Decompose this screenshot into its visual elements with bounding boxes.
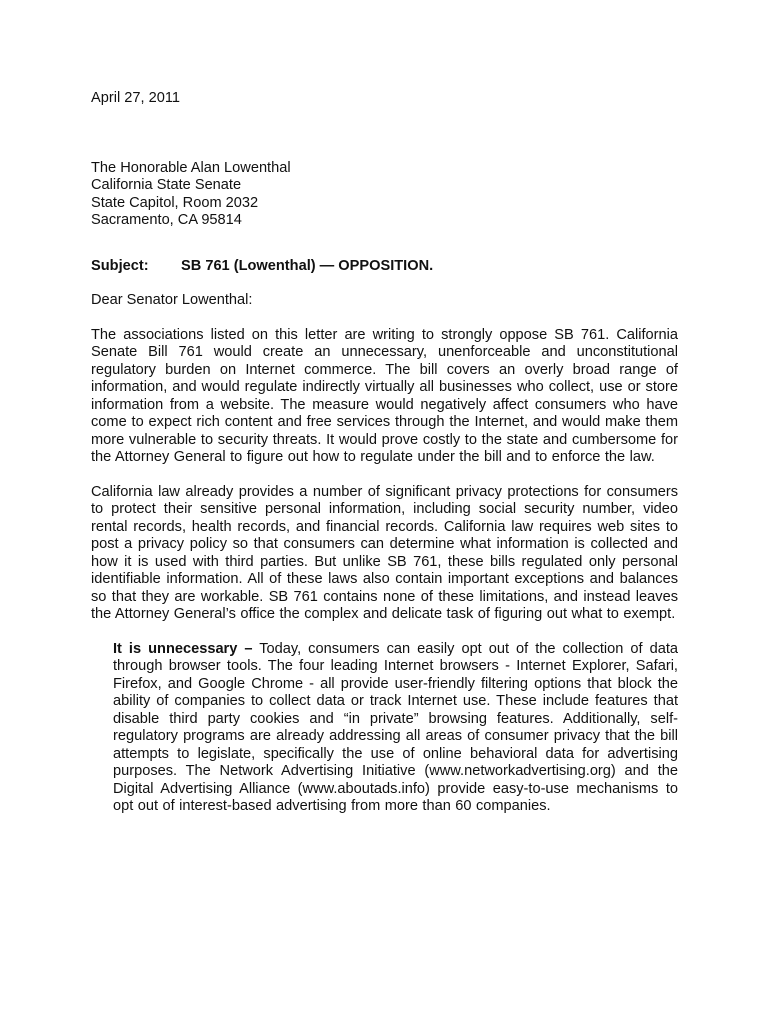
letter-date: April 27, 2011 bbox=[91, 90, 180, 106]
recipient-address-line-2: Sacramento, CA 95814 bbox=[91, 212, 242, 228]
argument-text: Today, consumers can easily opt out of the collection of data through browser tools. The four leading Internet browsers - Internet Explorer, Safari, Firefox, and Google Chrome - all provide user-friendly filtering options that block the ability of companies to collect data or track Internet use. These include features that disable third party cookies and “in private” browsing features. Additionally, self-regulatory programs are already addressing all areas of consumer privacy that the bill attempts to legislate, specifically the use of online behavioral data for advertising purposes. The Network Advertising Initiative (www.networkadvertising.org) and the Digital Advertising Alliance (www.aboutads.info) provide easy-to-use mechanisms to opt out of interest-based advertising from more than 60 companies. bbox=[113, 640, 678, 814]
argument-lead: It is unnecessary – bbox=[113, 640, 253, 657]
recipient-address bbox=[91, 160, 678, 230]
body-paragraph: California law already provides a number of significant privacy protections for consumers to protect their sensitive personal information, including social security number, video rental records, health records, and financial records. California law requires web sites to post a privacy policy so that consumers can determine what information is collected and how it is used with third parties. But unlike SB 761, these bills regulated only personal identifiable information. All of these laws also contain important exceptions and balances so that they are workable. SB 761 contains none of these limitations, and instead leaves the Attorney General’s office the complex and delicate task of figuring out what to exempt. bbox=[91, 483, 678, 622]
recipient-org: California State Senate bbox=[91, 177, 242, 193]
recipient-name: The Honorable Alan Lowenthal bbox=[91, 159, 291, 176]
subject-line bbox=[91, 258, 678, 276]
salutation: Dear Senator Lowenthal: bbox=[91, 292, 253, 308]
argument-paragraph bbox=[113, 641, 678, 816]
recipient-address-line-1: State Capitol, Room 2032 bbox=[91, 194, 259, 211]
letter-page bbox=[91, 90, 678, 816]
body-paragraph: The associations listed on this letter are writing to strongly oppose SB 761. California Senate Bill 761 would create an unnecessary, unenforceable and unconstitutional regulatory burden on Internet commerce. The bill covers an overly broad range of information, and would regulate indirectly virtually all businesses who collect, use or store information from a website. The measure would negatively affect consumers who have come to expect rich content and free services through the Internet, and would make them more vulnerable to security threats. It would prove costly to the state and cumbersome for the Attorney General to figure out how to regulate under the bill and to enforce the law. bbox=[91, 326, 678, 465]
subject-text: SB 761 (Lowenthal) — OPPOSITION. bbox=[181, 257, 434, 274]
subject-label: Subject: bbox=[91, 257, 149, 274]
